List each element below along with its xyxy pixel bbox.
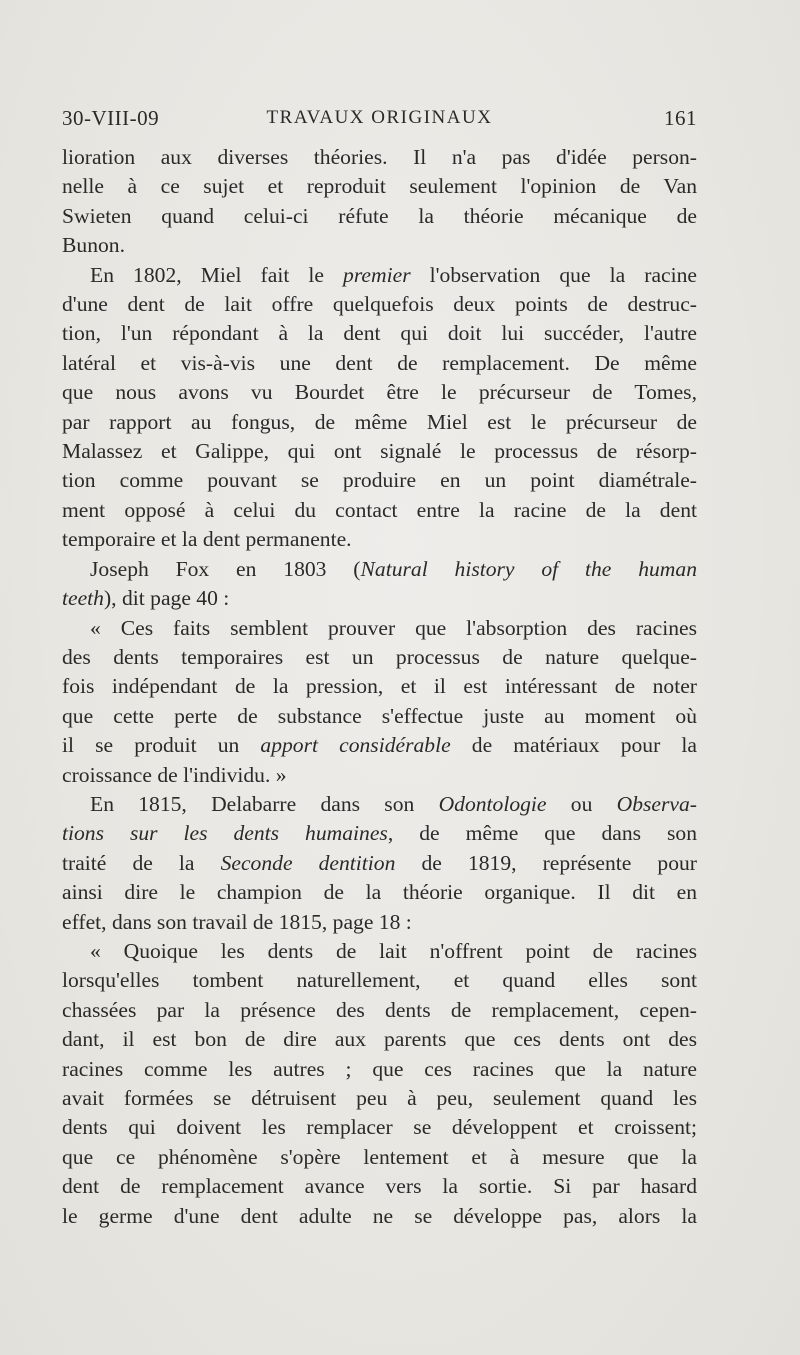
text-line: que nous avons vu Bourdet être le précurseur de Tomes, — [62, 380, 697, 405]
text-line: « Ces faits semblent prouver que l'absorption des racines — [90, 615, 697, 640]
text-line: tion, l'un répondant à la dent qui doit lui succéder, l'autre — [62, 321, 697, 346]
italic-run: Odontologie — [438, 791, 547, 816]
text-line: croissance de l'individu. » — [62, 762, 287, 787]
text-run: Joseph Fox en 1803 ( — [90, 556, 361, 581]
text-run: ), dit page 40 : — [103, 586, 230, 611]
text-line: effet, dans son travail de 1815, page 18 : — [62, 909, 412, 934]
text-line: que cette perte de substance s'effectue juste au moment où — [62, 703, 697, 728]
paragraph-4-quote — [62, 614, 697, 790]
text-line — [62, 584, 697, 613]
paragraph-6-quote — [62, 937, 697, 1231]
text-line: racines comme les autres ; que ces racines que la nature — [62, 1056, 697, 1081]
text-run: En 1815, Delabarre dans son — [90, 791, 439, 816]
text-line — [62, 261, 697, 290]
text-line: d'une dent de lait offre quelquefois deux points de destruc- — [62, 292, 697, 317]
text-line — [62, 555, 697, 584]
italic-run: tions sur les dents humaines — [62, 821, 388, 846]
italic-run: Observa- — [616, 791, 697, 816]
text-line: le germe d'une dent adulte ne se développe pas, alors la — [62, 1203, 697, 1228]
text-line: Bunon. — [62, 233, 125, 258]
text-line: lorsqu'elles tombent naturellement, et quand elles sont — [62, 968, 697, 993]
text-run: ou — [546, 791, 617, 816]
text-run: de matériaux pour la — [450, 733, 697, 758]
paragraph-3 — [62, 555, 697, 614]
text-line: nelle à ce sujet et reproduit seulement l'opinion de Van — [62, 174, 697, 199]
text-run: En 1802, Miel fait le — [90, 262, 344, 287]
text-line: chassées par la présence des dents de remplacement, cepen- — [62, 997, 697, 1022]
text-line: dent de remplacement avance vers la sortie. Si par hasard — [62, 1174, 697, 1199]
text-line: par rapport au fongus, de même Miel est le précurseur de — [62, 409, 697, 434]
header-title: TRAVAUX ORIGINAUX — [266, 107, 493, 128]
text-line: des dents temporaires est un processus de nature quelque- — [62, 644, 697, 669]
text-line: dents qui doivent les remplacer se développent et croissent; — [62, 1115, 697, 1140]
text-line — [62, 849, 697, 878]
text-line: Malassez et Galippe, qui ont signalé le processus de résorp- — [62, 439, 697, 464]
header-date: 30-VIII-09 — [62, 106, 160, 130]
italic-run: Seconde dentition — [220, 850, 396, 875]
page-number: 161 — [664, 106, 697, 130]
italic-run: apport considérable — [260, 733, 451, 758]
text-line: avait formées se détruisent peu à peu, seulement quand les — [62, 1086, 697, 1110]
paragraph-1 — [62, 143, 697, 261]
text-line: lioration aux diverses théories. Il n'a pas d'idée person- — [62, 145, 697, 169]
text-line: « Quoique les dents de lait n'offrent point de racines — [90, 938, 697, 963]
text-run: il se produit un — [62, 733, 261, 758]
text-run: traité de la — [62, 850, 221, 875]
text-line: fois indépendant de la pression, et il est intéressant de noter — [62, 674, 697, 699]
text-line — [62, 790, 697, 819]
body-text — [62, 143, 697, 1231]
text-line: latéral et vis-à-vis une dent de remplacement. De même — [62, 350, 697, 375]
text-run: l'observation que la racine — [410, 262, 697, 287]
text-line: que ce phénomène s'opère lentement et à mesure que la — [62, 1144, 697, 1169]
text-line: dant, il est bon de dire aux parents que ces dents ont des — [62, 1027, 697, 1052]
italic-run: teeth — [62, 586, 104, 611]
italic-run: Natural history of the human — [360, 556, 697, 581]
text-run: , de même que dans son — [387, 821, 698, 846]
italic-run: premier — [343, 262, 411, 287]
text-line: temporaire et la dent permanente. — [62, 527, 352, 552]
running-header — [62, 106, 697, 136]
text-line: Swieten quand celui-ci réfute la théorie mécanique de — [62, 203, 697, 228]
text-run: de 1819, représente pour — [395, 850, 697, 875]
paragraph-2 — [62, 261, 697, 555]
text-line: tion comme pouvant se produire en un point diamétrale- — [62, 468, 697, 493]
text-line: ment opposé à celui du contact entre la racine de la dent — [62, 497, 697, 522]
text-line — [62, 731, 697, 760]
paragraph-5 — [62, 790, 697, 937]
text-line — [62, 819, 697, 848]
text-line: ainsi dire le champion de la théorie organique. Il dit en — [62, 880, 697, 905]
